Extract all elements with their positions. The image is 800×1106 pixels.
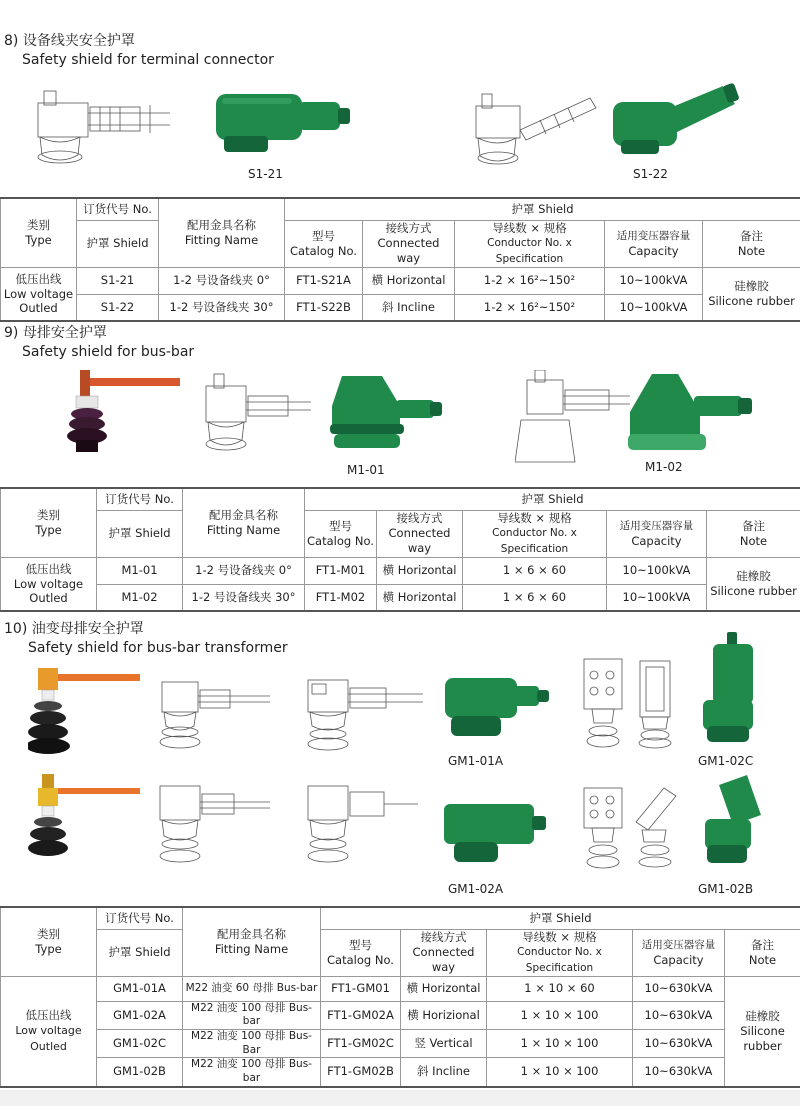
cell-cat: FT1-GM02C [321, 1030, 401, 1058]
cell-fit: 1-2 号设备线夹 0° [183, 557, 305, 584]
busbar-insulator-photo [62, 366, 182, 456]
shield-s1-22-image [605, 80, 745, 160]
caption-s1-22: S1-22 [633, 167, 668, 181]
transformer-drawing-2 [298, 672, 428, 752]
header-connected: 接线方式 Connected way [377, 510, 463, 557]
cell-cap: 10~630kVA [633, 1058, 725, 1087]
caption-m1-02: M1-02 [645, 460, 683, 474]
header-order-no: 订货代号 No. [97, 907, 183, 929]
cell-conn: 横 Horizontal [401, 976, 487, 1001]
spec-table-gm1 [0, 906, 800, 1088]
header-shield-col: 护罩 Shield [77, 220, 159, 267]
cell-no: GM1-01A [97, 976, 183, 1001]
cell-no: M1-02 [97, 584, 183, 611]
cell-cat: FT1-S21A [285, 267, 363, 294]
caption-gm1-02b: GM1-02B [698, 882, 754, 896]
cell-cap: 10~100kVA [607, 584, 707, 611]
header-conductor: 导线数 × 规格 Conductor No. x Specification [455, 220, 605, 267]
note-cell: 硅橡胶 Silicone rubber [707, 557, 800, 611]
header-shield-col: 护罩 Shield [97, 510, 183, 557]
cell-cap: 10~630kVA [633, 1030, 725, 1058]
table-row [1, 557, 800, 584]
shield-m1-02-image [622, 368, 762, 458]
caption-m1-01: M1-01 [347, 463, 385, 477]
page-footer-band [0, 1090, 800, 1106]
shield-m1-01-image [320, 366, 450, 456]
shield-s1-21-image [212, 88, 357, 156]
shield-gm1-02a-image [440, 800, 555, 870]
shield-gm1-01a-image [437, 672, 557, 742]
transformer-busbar-photo-1 [28, 662, 143, 757]
terminal-connector-30-drawing [470, 90, 605, 170]
cell-fit: 1-2 号设备线夹 30° [159, 294, 285, 321]
header-fitting: 配用金具名称 Fitting Name [183, 488, 305, 557]
cell-no: M1-01 [97, 557, 183, 584]
header-conductor: 导线数 × 规格 Conductor No. x Specification [487, 929, 633, 976]
header-capacity: 适用变压器容量 Capacity [605, 220, 703, 267]
header-connected: 接线方式 Connected way [401, 929, 487, 976]
table-row [1, 584, 800, 611]
header-capacity: 适用变压器容量 Capacity [607, 510, 707, 557]
note-cell: 硅橡胶 Silicone rubber [725, 976, 800, 1086]
header-note: 备注 Note [703, 220, 800, 267]
table-row [1, 294, 800, 321]
header-order-no: 订货代号 No. [97, 488, 183, 510]
type-cell: 低压出线 Low voltage Outled [1, 557, 97, 611]
header-shield-col: 护罩 Shield [97, 929, 183, 976]
cell-conn: 横 Horizontal [377, 557, 463, 584]
header-capacity: 适用变压器容量 Capacity [633, 929, 725, 976]
table-row [1, 1030, 800, 1058]
caption-gm1-02a: GM1-02A [448, 882, 504, 896]
busbar-drawing-30 [515, 370, 635, 465]
header-type: 类别 Type [1, 907, 97, 976]
section-8-subtitle: Safety shield for terminal connector [22, 52, 274, 68]
cell-cap: 10~630kVA [633, 1001, 725, 1029]
header-shield: 护罩 Shield [305, 488, 800, 510]
cell-cap: 10~630kVA [633, 976, 725, 1001]
cell-fit: M22 油变 60 母排 Bus-bar [183, 976, 321, 1001]
cell-conn: 横 Horizontal [377, 584, 463, 611]
spec-table-m1 [0, 487, 800, 612]
header-order-no: 订货代号 No. [77, 198, 159, 220]
cell-cond: 1 × 10 × 60 [487, 976, 633, 1001]
spec-table-s1 [0, 197, 800, 322]
transformer-incline-drawing [580, 782, 685, 872]
section-9-title: 9) 母排安全护罩 [4, 325, 107, 341]
section-10-subtitle: Safety shield for bus-bar transformer [28, 640, 288, 656]
section-9-subtitle: Safety shield for bus-bar [22, 344, 195, 360]
cell-no: S1-21 [77, 267, 159, 294]
cell-cond: 1-2 × 16²~150² [455, 294, 605, 321]
table-row [1, 267, 800, 294]
cell-cat: FT1-GM01 [321, 976, 401, 1001]
type-cell: 低压出线 Low voltage Outled [1, 267, 77, 321]
terminal-connector-drawing [30, 85, 180, 170]
cell-conn: 竖 Vertical [401, 1030, 487, 1058]
transformer-busbar-photo-2 [28, 772, 143, 867]
header-shield: 护罩 Shield [285, 198, 800, 220]
shield-gm1-02c-image [695, 632, 770, 747]
cell-fit: M22 油变 100 母排 Bus-Bar [183, 1030, 321, 1058]
note-cell: 硅橡胶 Silicone rubber [703, 267, 800, 321]
cell-cond: 1-2 × 16²~150² [455, 267, 605, 294]
cell-fit: M22 油变 100 母排 Bus-bar [183, 1001, 321, 1029]
cell-no: GM1-02A [97, 1001, 183, 1029]
header-type: 类别 Type [1, 198, 77, 267]
header-shield: 护罩 Shield [321, 907, 800, 929]
transformer-drawing-3 [150, 780, 275, 865]
table-row [1, 976, 800, 1001]
busbar-drawing-0 [196, 372, 316, 457]
cell-fit: M22 油变 100 母排 Bus-bar [183, 1058, 321, 1087]
cell-no: GM1-02C [97, 1030, 183, 1058]
caption-gm1-01a: GM1-01A [448, 754, 504, 768]
header-note: 备注 Note [707, 510, 800, 557]
cell-cat: FT1-M02 [305, 584, 377, 611]
header-catalog: 型号 Catalog No. [321, 929, 401, 976]
cell-cap: 10~100kVA [605, 267, 703, 294]
cell-cond: 1 × 10 × 100 [487, 1030, 633, 1058]
cell-cat: FT1-M01 [305, 557, 377, 584]
cell-cat: FT1-GM02B [321, 1058, 401, 1087]
cell-cat: FT1-GM02A [321, 1001, 401, 1029]
type-cell: 低压出线 Low voltage Outled [1, 976, 97, 1086]
cell-cat: FT1-S22B [285, 294, 363, 321]
cell-fit: 1-2 号设备线夹 30° [183, 584, 305, 611]
section-10-title: 10) 油变母排安全护罩 [4, 621, 144, 637]
header-connected: 接线方式 Connected way [363, 220, 455, 267]
cell-conn: 横 Horizontal [363, 267, 455, 294]
cell-conn: 斜 Incline [363, 294, 455, 321]
cell-no: GM1-02B [97, 1058, 183, 1087]
header-type: 类别 Type [1, 488, 97, 557]
header-catalog: 型号 Catalog No. [285, 220, 363, 267]
caption-s1-21: S1-21 [248, 167, 283, 181]
cell-conn: 斜 Incline [401, 1058, 487, 1087]
cell-cond: 1 × 6 × 60 [463, 584, 607, 611]
transformer-vertical-drawing [580, 655, 685, 750]
caption-gm1-02c: GM1-02C [698, 754, 754, 768]
cell-cond: 1 × 10 × 100 [487, 1058, 633, 1087]
header-catalog: 型号 Catalog No. [305, 510, 377, 557]
cell-conn: 横 Horizional [401, 1001, 487, 1029]
cell-cond: 1 × 10 × 100 [487, 1001, 633, 1029]
cell-cap: 10~100kVA [607, 557, 707, 584]
cell-cap: 10~100kVA [605, 294, 703, 321]
header-note: 备注 Note [725, 929, 800, 976]
header-conductor: 导线数 × 规格 Conductor No. x Specification [463, 510, 607, 557]
header-fitting: 配用金具名称 Fitting Name [183, 907, 321, 976]
header-fitting: 配用金具名称 Fitting Name [159, 198, 285, 267]
table-row [1, 1001, 800, 1029]
cell-cond: 1 × 6 × 60 [463, 557, 607, 584]
transformer-drawing-4 [298, 780, 423, 865]
section-8-title: 8) 设备线夹安全护罩 [4, 33, 135, 49]
cell-fit: 1-2 号设备线夹 0° [159, 267, 285, 294]
table-row [1, 1058, 800, 1087]
shield-gm1-02b-image [695, 775, 770, 875]
transformer-drawing-1 [150, 672, 275, 752]
cell-no: S1-22 [77, 294, 159, 321]
